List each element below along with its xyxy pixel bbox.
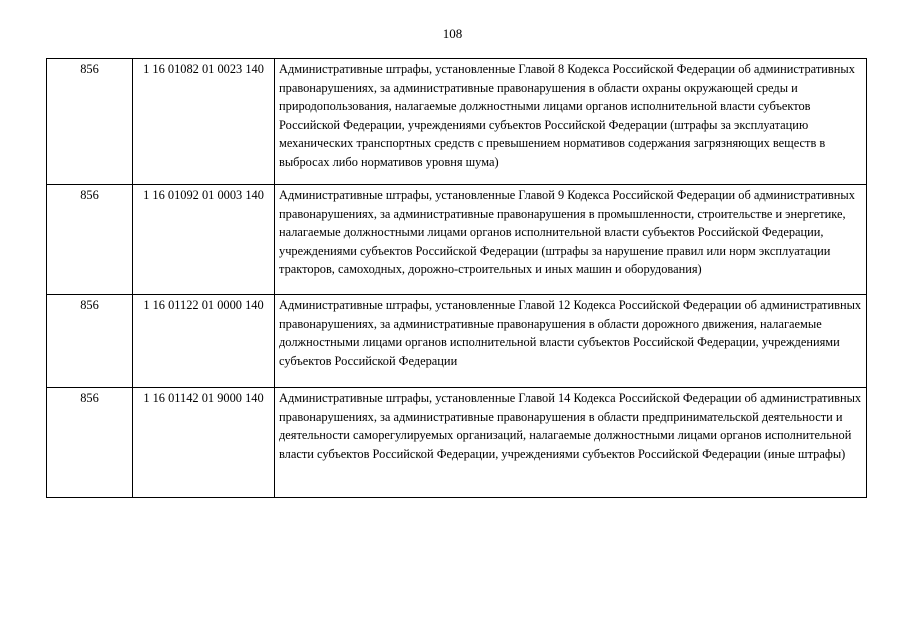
description-cell: Административные штрафы, установленные Главой 9 Кодекса Российской Федерации об административных правонарушениях, за административные правонарушения в промышленности, строительстве и энергетике, налагаемые должностными лицами органов исполнительной власти субъектов Российской Федерации, учреждениями субъектов Российской Федерации (штрафы за нарушение правил или норм эксплуатации тракторов, самоходных, дорожно-строительных и иных машин и оборудования) xyxy=(275,185,867,295)
table-row xyxy=(47,388,867,498)
admin-code-cell: 856 xyxy=(47,295,133,388)
page-number: 108 xyxy=(442,26,463,41)
table-row xyxy=(47,185,867,295)
budget-code-cell: 1 16 01092 01 0003 140 xyxy=(133,185,275,295)
budget-code-cell: 1 16 01142 01 9000 140 xyxy=(133,388,275,498)
budget-code-cell: 1 16 01082 01 0023 140 xyxy=(133,59,275,185)
budget-codes-table xyxy=(46,58,867,498)
table-row xyxy=(47,59,867,185)
description-cell: Административные штрафы, установленные Главой 8 Кодекса Российской Федерации об административных правонарушениях, за административные правонарушения в области охраны окружающей среды и природопользования, налагаемые должностными лицами органов исполнительной власти субъектов Российской Федерации, учреждениями субъектов Российской Федерации (штрафы за эксплуатацию механических транспортных средств с превышением нормативов содержания загрязняющих веществ в выбросах либо нормативов уровня шума) xyxy=(275,59,867,185)
admin-code-cell: 856 xyxy=(47,59,133,185)
description-cell: Административные штрафы, установленные Главой 12 Кодекса Российской Федерации об административных правонарушениях, за административные правонарушения в области дорожного движения, налагаемые должностными лицами органов исполнительной власти субъектов Российской Федерации, учреждениями субъектов Российской Федерации xyxy=(275,295,867,388)
table-row xyxy=(47,295,867,388)
admin-code-cell: 856 xyxy=(47,388,133,498)
budget-code-cell: 1 16 01122 01 0000 140 xyxy=(133,295,275,388)
admin-code-cell: 856 xyxy=(47,185,133,295)
description-cell: Административные штрафы, установленные Главой 14 Кодекса Российской Федерации об административных правонарушениях, за административные правонарушения в области предпринимательской деятельности и деятельности саморегулируемых организаций, налагаемые должностными лицами органов исполнительной власти субъектов Российской Федерации, учреждениями субъектов Российской Федерации (иные штрафы) xyxy=(275,388,867,498)
